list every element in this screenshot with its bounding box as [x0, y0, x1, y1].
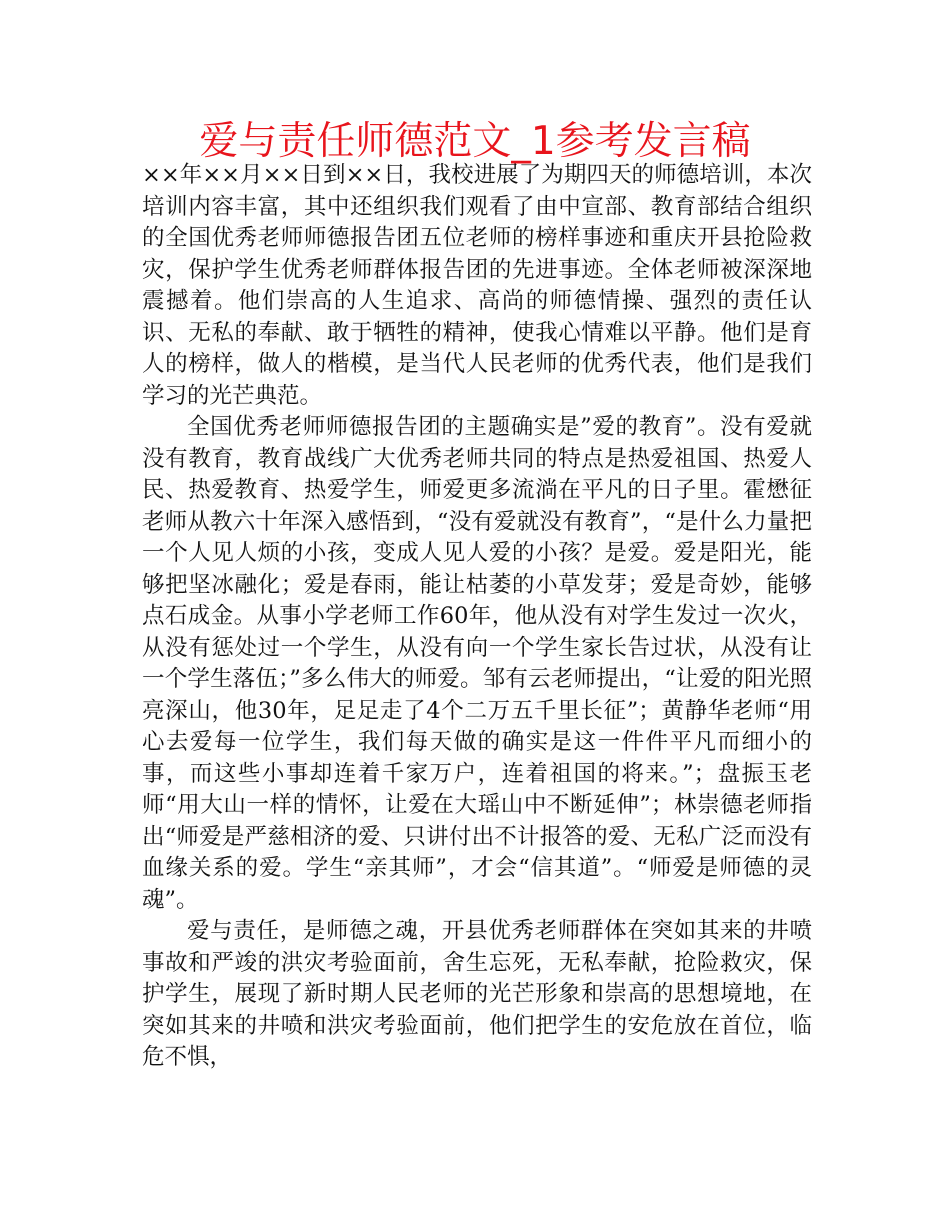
document-body [142, 160, 812, 1074]
paragraph-3: 爱与责任，是师德之魂，开县优秀老师群体在突如其来的井喷事故和严竣的洪灾考验面前，舍生忘死，无私奉献，抢险救灾，保护学生，展现了新时期人民老师的光芒形象和崇高的思想境地，在突如其来的井喷和洪灾考验面前，他们把学生的安危放在首位，临危不惧， [142, 918, 812, 1070]
document-title: 爱与责任师德范文_1参考发言稿 [199, 119, 751, 164]
paragraph-2: 全国优秀老师师德报告团的主题确实是”爱的教育”。没有爱就没有教育，教育战线广大优秀老师共同的特点是热爱祖国、热爱人民、热爱教育、热爱学生，师爱更多流淌在平凡的日子里。霍懋征老师从教六十年深入感悟到，“没有爱就没有教育”，“是什么力量把一个人见人烦的小孩，变成人见人爱的小孩？是爱。爱是阳光，能够把坚冰融化；爱是春雨，能让枯萎的小草发芽；爱是奇妙，能够点石成金。从事小学老师工作60年，他从没有对学生发过一次火，从没有惩处过一个学生，从没有向一个学生家长告过状，从没有让一个学生落伍；”多么伟大的师爱。邹有云老师提出，“让爱的阳光照亮深山，他30年，足足走了4个二万五千里长征”；黄静华老师“用心去爱每一位学生，我们每天做的确实是这一件件平凡而细小的事，而这些小事却连着千家万户，连着祖国的将来。”；盘振玉老师“用大山一样的情怀，让爱在大瑶山中不断延伸”；林崇德老师指出“师爱是严慈相济的爱、只讲付出不计报答的爱、无私广泛而没有血缘关系的爱。学生“亲其师”，才会“信其道”。“师爱是师德的灵魂”。 [142, 414, 812, 913]
paragraph-1: ××年××月××日到××日，我校进展了为期四天的师德培训，本次培训内容丰富，其中还组织我们观看了由中宣部、教育部结合组织的全国优秀老师师德报告团五位老师的榜样事迹和重庆开县抢险救灾，保护学生优秀老师群体报告团的先进事迹。全体老师被深深地震撼着。他们崇高的人生追求、高尚的师德情操、强烈的责任认识、无私的奉献、敢于牺牲的精神，使我心情难以平静。他们是育人的榜样，做人的楷模，是当代人民老师的优秀代表，他们是我们学习的光芒典范。 [142, 162, 812, 409]
